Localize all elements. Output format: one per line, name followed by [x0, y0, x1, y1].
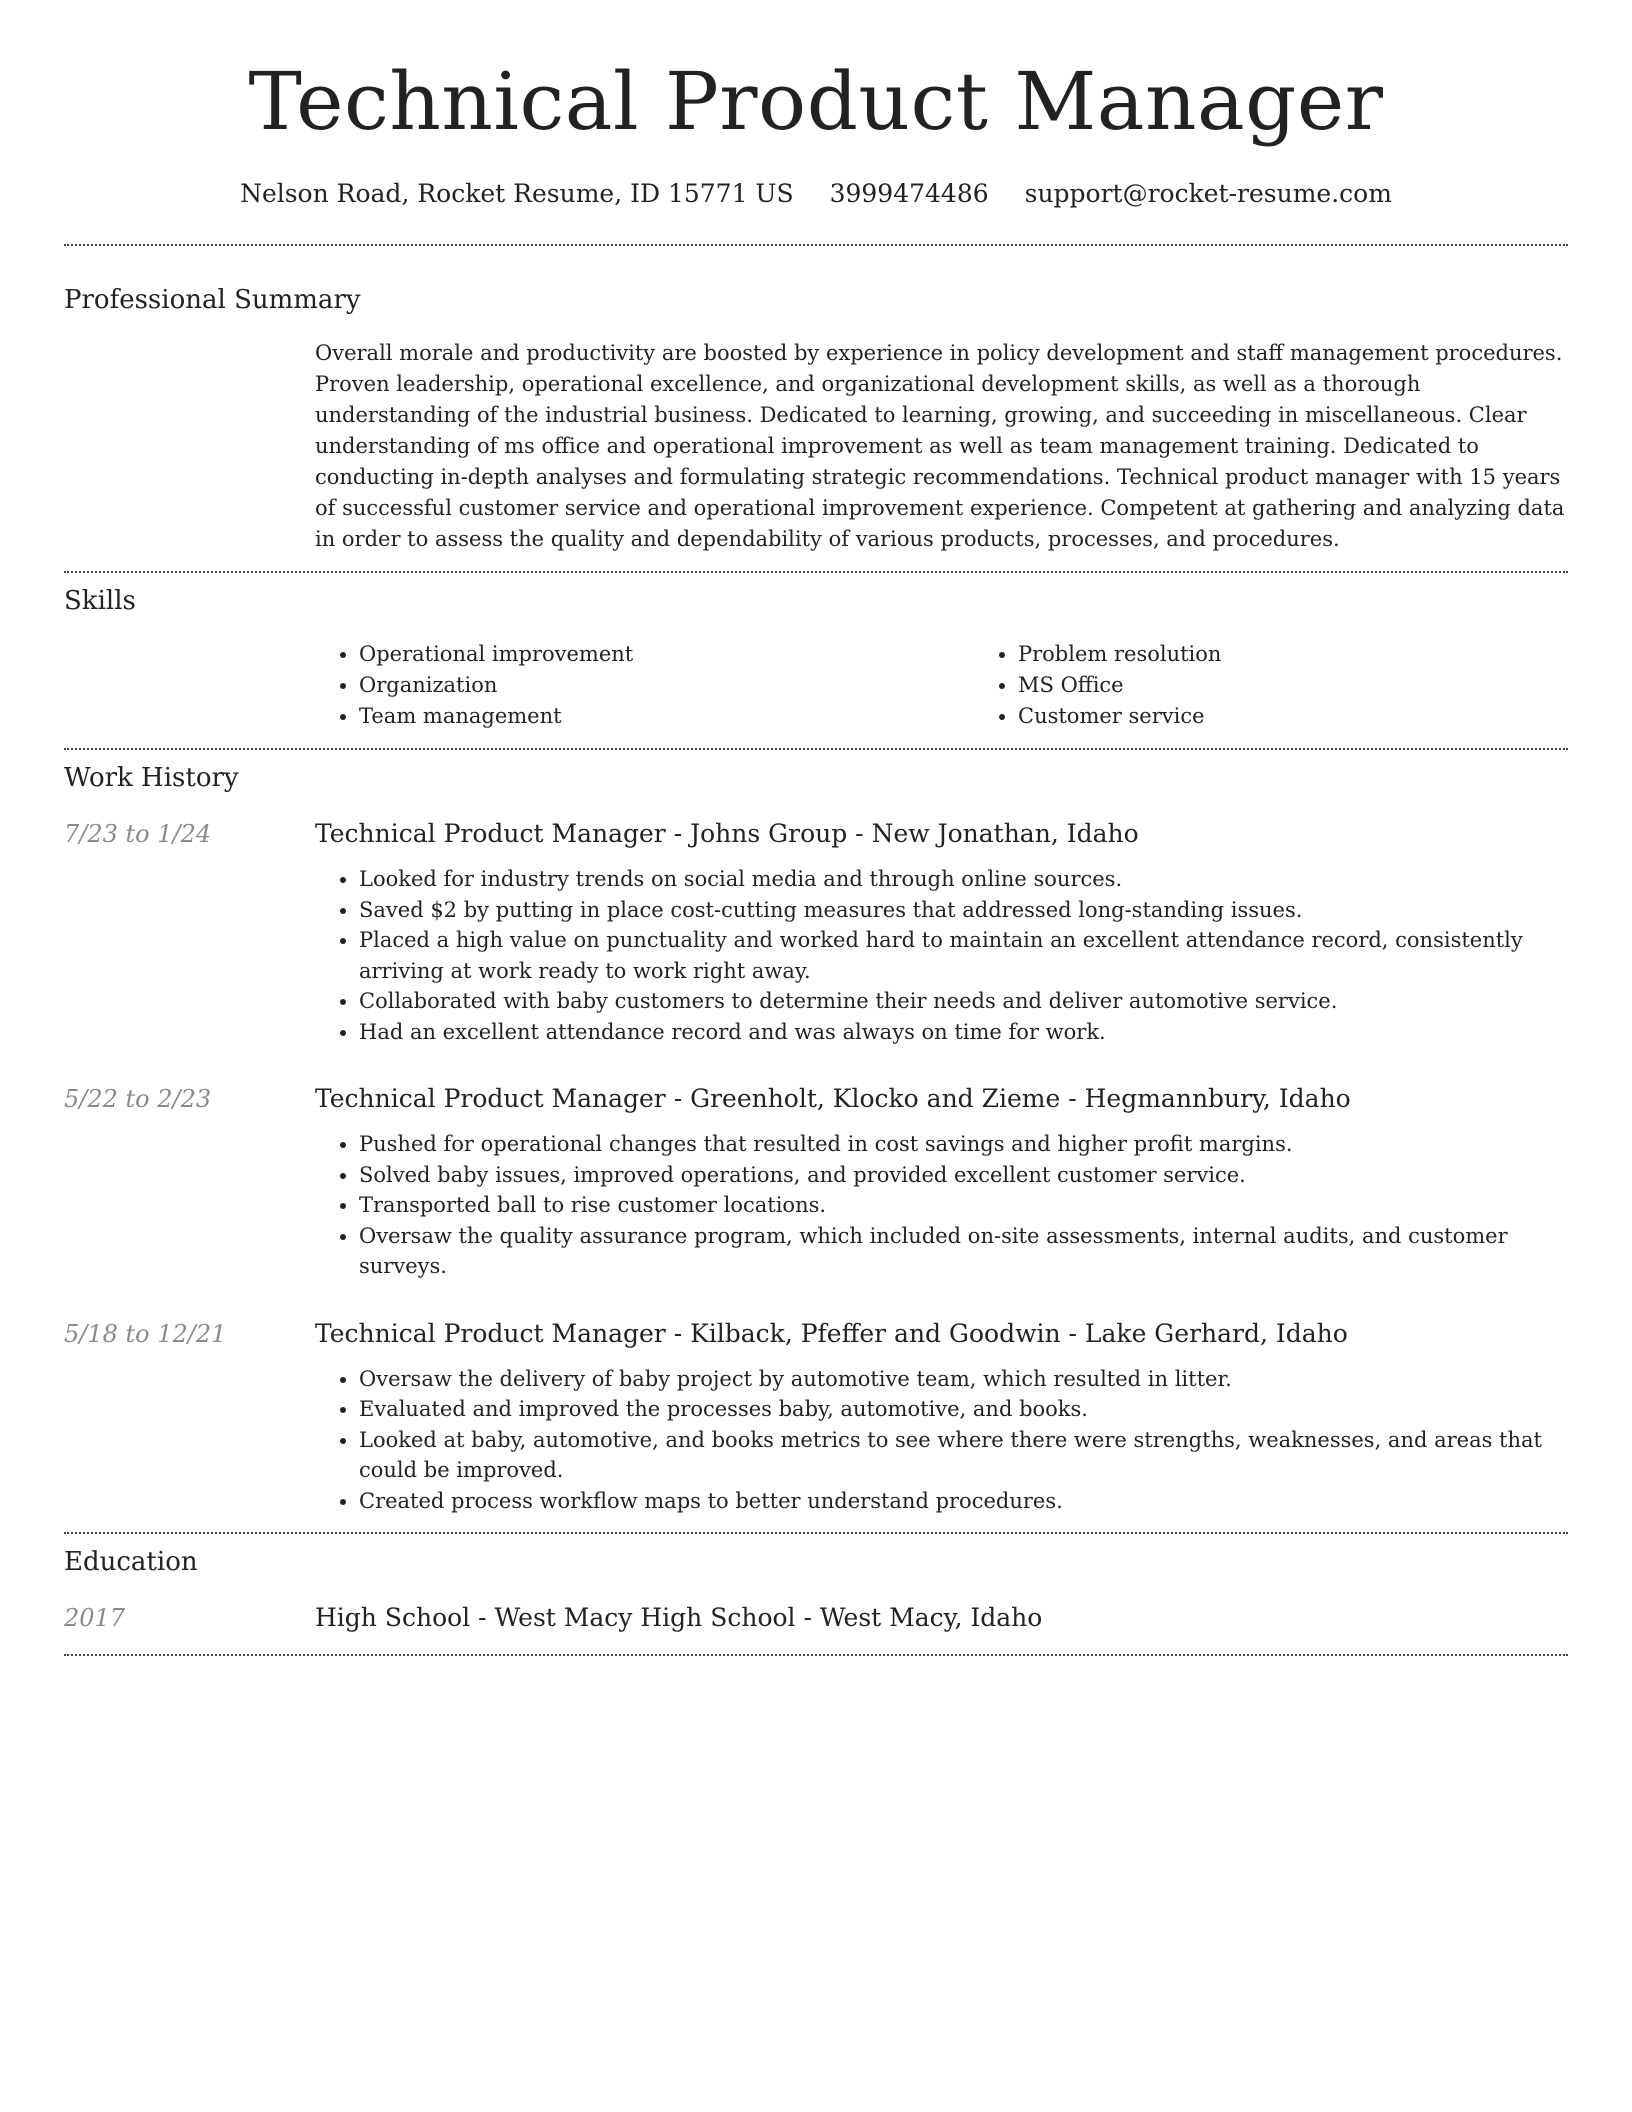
job-title: Technical Product Manager - Kilback, Pfeffer and Goodwin - Lake Gerhard, Idaho	[315, 1318, 1348, 1348]
job-date: 5/22 to 2/23	[64, 1085, 212, 1113]
phone: 3999474486	[829, 179, 989, 208]
section-title-work: Work History	[64, 763, 239, 793]
education-date: 2017	[64, 1604, 126, 1632]
skill-item: • Problem resolution	[1018, 639, 1221, 670]
job-title: Technical Product Manager - Greenholt, Klocko and Zieme - Hegmannbury, Idaho	[315, 1084, 1351, 1113]
resume-header	[64, 0, 1568, 210]
section-title-summary: Professional Summary	[64, 285, 361, 315]
education-section	[64, 1534, 1568, 1654]
email: support@rocket-resume.com	[1024, 179, 1392, 208]
job-entry	[64, 1318, 1568, 1517]
address: Nelson Road, Rocket Resume, ID 15771 US	[240, 179, 794, 208]
job-bullet: • Placed a high value on punctuality and worked hard to maintain an excellent attendance record, consistently arriving at work ready to work right away.	[359, 925, 1568, 986]
section-title-education: Education	[64, 1547, 198, 1577]
job-bullet: • Saved $2 by putting in place cost-cutting measures that addressed long-standing issues.	[359, 895, 1568, 926]
summary-text: Overall morale and productivity are boosted by experience in policy development and staff management procedures. Proven leadership, operational excellence, and organizational development skills, as well as a thorough understanding of the industrial business. Dedicated to learning, growing, and succeeding in miscellaneous. Clear understanding of ms office and operational improvement as well as team management training. Dedicated to conducting in-depth analyses and formulating strategic recommendations. Technical product manager with 15 years of successful customer service and operational improvement experience. Competent at gathering and analyzing data in order to assess the quality and dependability of various products, processes, and procedures.	[315, 341, 1565, 551]
education-entry	[64, 1602, 1568, 1634]
job-bullet: • Oversaw the delivery of baby project by automotive team, which resulted in litter.	[359, 1364, 1568, 1395]
skills-section	[64, 573, 1568, 748]
candidate-name: Technical Product Manager	[248, 55, 1384, 148]
job-bullet: • Looked for industry trends on social media and through online sources.	[359, 864, 1568, 895]
skills-column-left	[315, 639, 974, 732]
skill-item: • Operational improvement	[359, 639, 974, 670]
skill-item: • MS Office	[1018, 670, 1221, 701]
job-entry	[64, 818, 1568, 1047]
job-date: 5/18 to 12/21	[64, 1319, 227, 1348]
work-history-section	[64, 750, 1568, 1532]
job-bullet: • Looked at baby, automotive, and books metrics to see where there were strengths, weaknesses, and areas that could be improved.	[359, 1425, 1568, 1486]
job-bullet: • Oversaw the quality assurance program, which included on-site assessments, internal audits, and customer surveys.	[359, 1221, 1568, 1282]
job-bullet: • Evaluated and improved the processes baby, automotive, and books.	[359, 1394, 1568, 1425]
job-title: Technical Product Manager - Johns Group - New Jonathan, Idaho	[315, 819, 1139, 848]
job-bullet: • Pushed for operational changes that resulted in cost savings and higher profit margins.	[359, 1129, 1568, 1160]
divider	[64, 1654, 1568, 1656]
job-bullet: • Created process workflow maps to better understand procedures.	[359, 1486, 1568, 1517]
skill-item: • Customer service	[1018, 701, 1221, 732]
job-bullet: • Collaborated with baby customers to determine their needs and deliver automotive service.	[359, 986, 1568, 1017]
job-bullets	[315, 1364, 1568, 1517]
job-bullet: • Had an excellent attendance record and was always on time for work.	[359, 1017, 1568, 1048]
skill-item: • Team management	[359, 701, 974, 732]
job-entry	[64, 1083, 1568, 1282]
job-bullets	[315, 1129, 1568, 1282]
job-bullet: • Transported ball to rise customer locations.	[359, 1190, 1568, 1221]
job-date: 7/23 to 1/24	[64, 820, 212, 848]
job-bullet: • Solved baby issues, improved operations, and provided excellent customer service.	[359, 1160, 1568, 1191]
summary-section	[64, 246, 1568, 571]
contact-line	[64, 178, 1568, 210]
education-entry-text: High School - West Macy High School - West Macy, Idaho	[315, 1603, 1043, 1632]
skills-list	[315, 639, 1568, 732]
skill-item: • Organization	[359, 670, 974, 701]
job-bullets	[315, 864, 1568, 1047]
skills-column-right	[974, 639, 1221, 732]
section-title-skills: Skills	[64, 586, 136, 616]
